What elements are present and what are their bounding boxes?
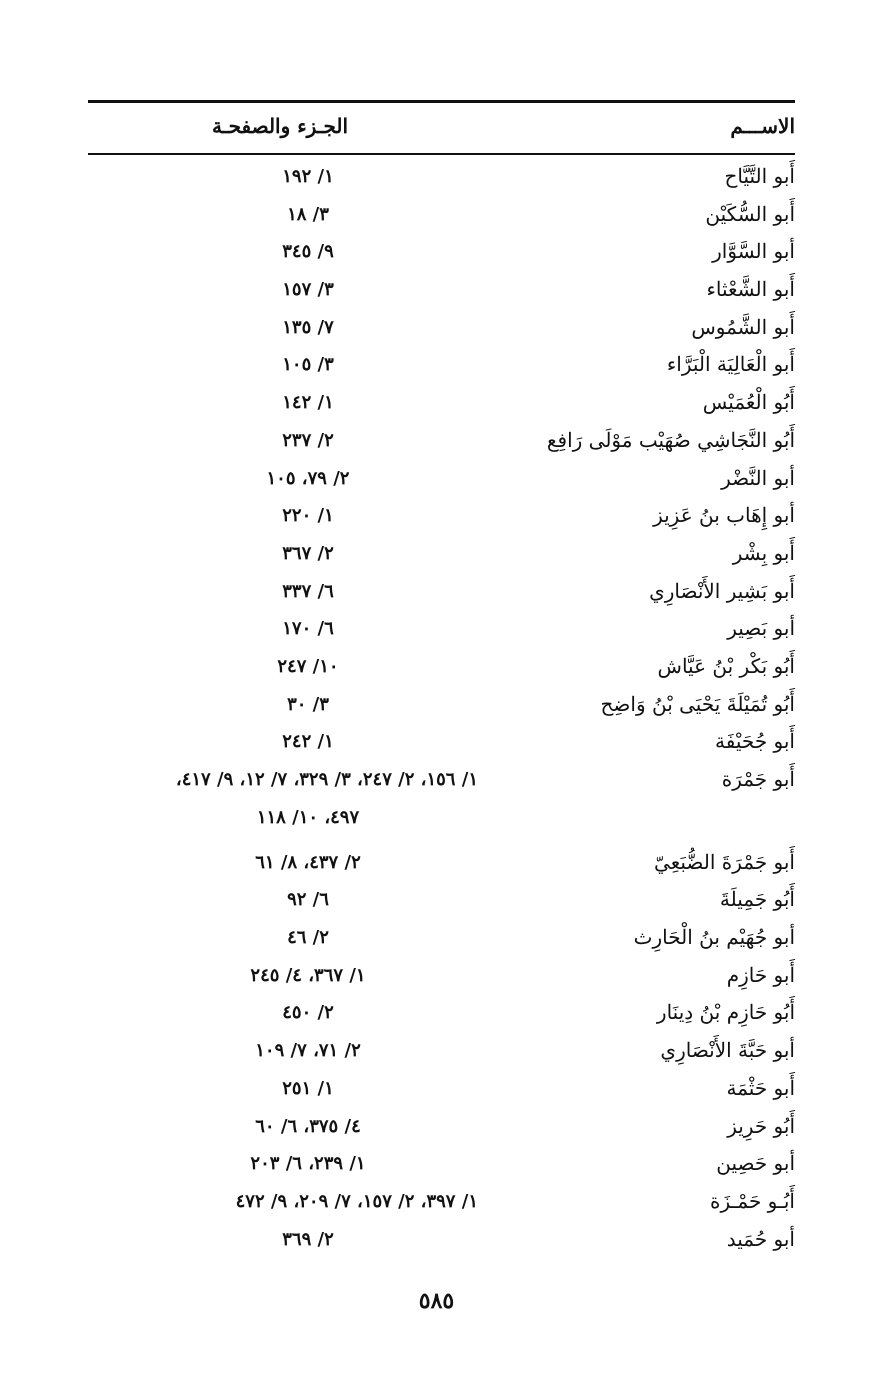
index-entry bbox=[88, 885, 795, 923]
index-entries bbox=[88, 162, 795, 1262]
entry-name: أَبُو جَمِيلَةَ bbox=[719, 887, 795, 912]
index-entry bbox=[88, 577, 795, 615]
header-rule bbox=[88, 153, 795, 155]
entry-volume-page: ١/ ٢٥١ bbox=[282, 1077, 334, 1099]
entry-name: أَبو جُحَيْفَة bbox=[715, 729, 795, 754]
entry-volume-page: ١/ ٢٢٠ bbox=[282, 505, 334, 527]
index-entry bbox=[88, 1149, 795, 1187]
entry-volume-page: ٢/ ٤٥٠ bbox=[282, 1002, 334, 1024]
index-entry bbox=[88, 998, 795, 1036]
index-entry bbox=[88, 765, 795, 803]
index-entry bbox=[88, 1187, 795, 1225]
index-entry bbox=[88, 690, 795, 728]
entry-name: أَبو جَمْرَة bbox=[721, 767, 795, 791]
index-entry bbox=[88, 848, 795, 886]
entry-volume-page: ٢/ ٣٦٩ bbox=[282, 1228, 334, 1250]
entry-volume-page: ٦/ ٣٣٧ bbox=[282, 580, 334, 602]
entry-name: أبو النَّضْر bbox=[721, 465, 795, 490]
entry-name: أَبُو تُمَيْلَةَ يَحْيَى بْنُ وَاضِح bbox=[600, 691, 795, 716]
index-entry bbox=[88, 1225, 795, 1263]
index-entry bbox=[88, 539, 795, 577]
page-number: ٥٨٥ bbox=[418, 1288, 455, 1314]
entry-volume-page: ٢/ ٢٣٧ bbox=[282, 429, 334, 451]
entry-name: أَبو بَشِير الأَنْصَارِي bbox=[649, 578, 795, 603]
entry-volume-page: ١/ ٢٤٢ bbox=[282, 731, 334, 753]
index-entry bbox=[88, 1112, 795, 1150]
entry-name: أَبُـو حَمْـزَة bbox=[710, 1188, 795, 1213]
entry-name: أَبو حَثْمَة bbox=[726, 1075, 795, 1100]
entry-name: أَبو الْعَالِيَة الْبَرَّاء bbox=[666, 352, 795, 377]
entry-name: أبو بَصِير bbox=[727, 616, 795, 641]
column-header-volume-page: الجـزء والصفحـة bbox=[212, 114, 349, 138]
entry-name: أبو حَبَّةَ الأَنْصَارِي bbox=[660, 1038, 795, 1063]
entry-name: أبو حُمَيد bbox=[726, 1226, 795, 1251]
entry-name: أَبو بِشْر bbox=[732, 540, 795, 565]
entry-volume-page: ١/ ٣٦٧، ٤/ ٢٤٥ bbox=[250, 964, 366, 986]
entry-volume-page: ١/ ١٤٢ bbox=[282, 392, 334, 414]
entry-volume-page: ٢/ ٧١، ٧/ ١٠٩ bbox=[255, 1040, 361, 1062]
entry-volume-page: ٦/ ٩٢ bbox=[287, 889, 329, 911]
entry-name: أَبُو حَرِيز bbox=[727, 1113, 795, 1138]
top-rule bbox=[88, 100, 795, 103]
entry-name: أبو حَصِين bbox=[716, 1151, 795, 1176]
index-entry bbox=[88, 237, 795, 275]
index-entry bbox=[88, 388, 795, 426]
entry-volume-page: ١٠/ ٢٤٧ bbox=[277, 655, 339, 677]
entry-volume-page: ٢/ ٧٩، ١٠٥ bbox=[266, 467, 350, 489]
entry-name: أَبو السُّكَيْن bbox=[705, 201, 795, 226]
entry-volume-page: ٣/ ١٥٧ bbox=[282, 279, 334, 301]
entry-name: أَبو جَمْرَةَ الضُّبَعِيّ bbox=[654, 849, 795, 874]
entry-volume-page: ٧/ ١٣٥ bbox=[282, 316, 334, 338]
entry-name: أَبو التَّيَّاح bbox=[724, 164, 795, 188]
index-entry bbox=[88, 727, 795, 765]
index-entry bbox=[88, 1074, 795, 1112]
index-entry bbox=[88, 501, 795, 539]
entry-name: أَبُو بَكْر بْنُ عَيَّاش bbox=[657, 653, 795, 678]
entry-name: أَبُو الْعُمَيْس bbox=[702, 390, 795, 415]
entry-volume-page: ١/ ١٥٦، ٢/ ٢٤٧، ٣/ ٣٢٩، ٧/ ١٢، ٩/ ٤١٧، bbox=[175, 769, 478, 790]
entry-volume-page: ٣/ ١٨ bbox=[287, 203, 329, 225]
index-entry bbox=[88, 803, 795, 848]
entry-volume-page: ١/ ٣٩٧، ٢/ ١٥٧، ٧/ ٢٠٩، ٩/ ٤٧٢ bbox=[235, 1190, 478, 1212]
entry-name: أَبُو حَازِم بْنُ دِينَار bbox=[656, 1000, 795, 1025]
index-entry bbox=[88, 200, 795, 238]
entry-name: أبو جُهَيْم بنُ الْحَارِث bbox=[633, 925, 795, 950]
index-entry bbox=[88, 923, 795, 961]
index-entry bbox=[88, 350, 795, 388]
entry-volume-page: ١/ ٢٣٩، ٦/ ٢٠٣ bbox=[250, 1153, 366, 1175]
entry-volume-page: ٤/ ٣٧٥، ٦/ ٦٠ bbox=[255, 1115, 361, 1137]
index-entry bbox=[88, 313, 795, 351]
index-entry bbox=[88, 162, 795, 200]
entry-name: أَبو حَازِم bbox=[726, 962, 795, 987]
entry-name: أبو إِهَاب بنُ عَزِيز bbox=[653, 503, 795, 528]
entry-volume-page: ٤٩٧، ١٠/ ١١٨ bbox=[256, 806, 360, 828]
index-entry bbox=[88, 426, 795, 464]
index-entry bbox=[88, 614, 795, 652]
index-entry bbox=[88, 652, 795, 690]
entry-name: أَبو الشَّعْثاء bbox=[706, 277, 795, 302]
entry-volume-page: ٢/ ٤٣٧، ٨/ ٦١ bbox=[255, 851, 361, 873]
column-header-name: الاســـم bbox=[730, 114, 795, 138]
entry-volume-page: ٦/ ١٧٠ bbox=[282, 618, 334, 640]
entry-volume-page: ٩/ ٣٤٥ bbox=[282, 241, 334, 263]
entry-volume-page: ٢/ ٤٦ bbox=[287, 927, 329, 949]
entry-volume-page: ٣/ ١٠٥ bbox=[282, 354, 334, 376]
entry-name: أَبو الشَّمُوس bbox=[691, 314, 795, 339]
entry-name: أبو السَّوَّار bbox=[712, 239, 795, 264]
index-entry bbox=[88, 961, 795, 999]
entry-volume-page: ١/ ١٩٢ bbox=[282, 166, 334, 187]
entry-name: أَبُو النَّجَاشِي صُهَيْب مَوْلَى رَافِع bbox=[546, 427, 795, 452]
index-entry bbox=[88, 1036, 795, 1074]
index-entry bbox=[88, 464, 795, 502]
entry-volume-page: ٣/ ٣٠ bbox=[287, 693, 329, 715]
index-entry bbox=[88, 275, 795, 313]
entry-volume-page: ٢/ ٣٦٧ bbox=[282, 542, 334, 564]
